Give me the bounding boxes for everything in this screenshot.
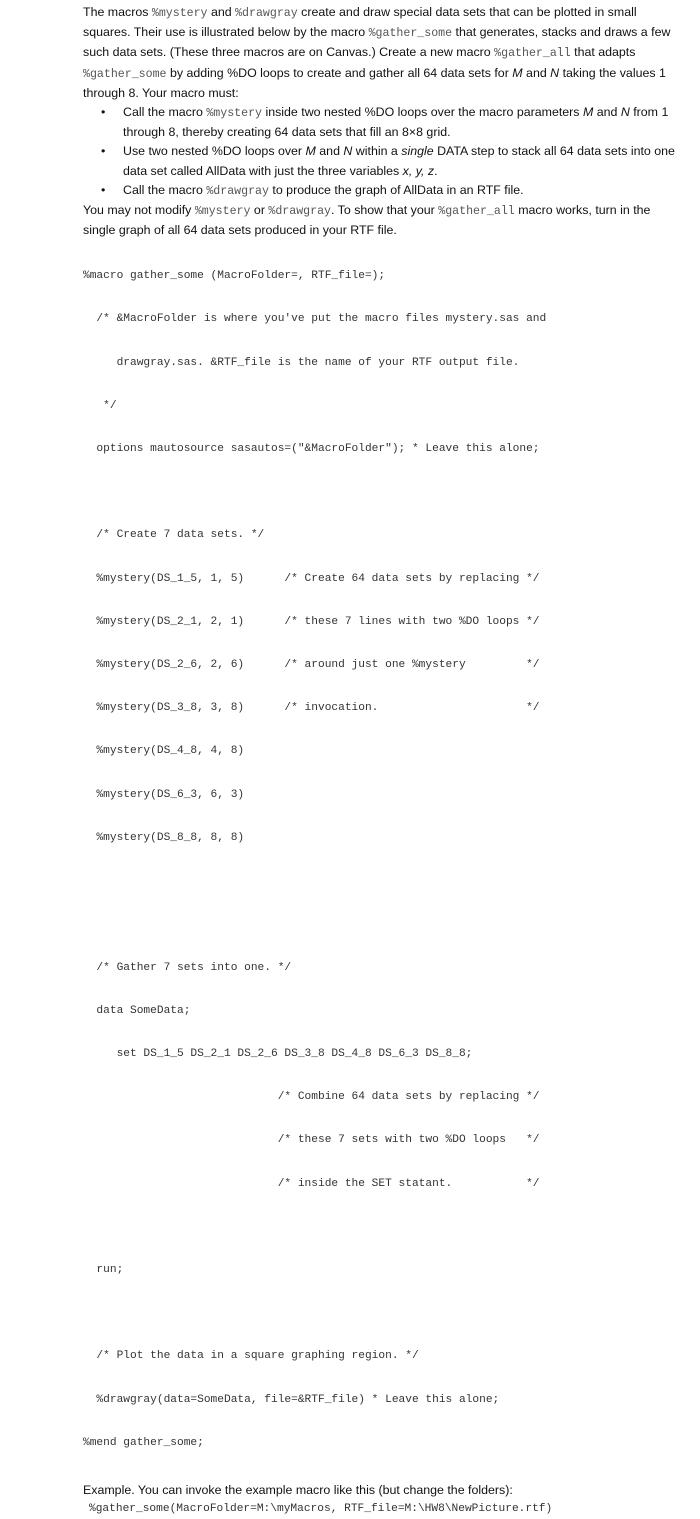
code-line: /* Combine 64 data sets by replacing */	[83, 1091, 540, 1104]
bullet-icon: •	[101, 182, 106, 197]
code-line: data SomeData;	[83, 1004, 191, 1017]
example-label: Example. You can invoke the example macro like this (but change the folders):	[83, 1482, 513, 1497]
code-line: %mystery(DS_8_8, 8, 8)	[83, 831, 245, 844]
code-line: %mystery(DS_6_3, 6, 3)	[83, 788, 245, 801]
code-line	[83, 1220, 683, 1234]
code-line: %mystery(DS_2_1, 2, 1) /* these 7 lines with two %DO loops */	[83, 615, 540, 628]
requirement-item: • Use two nested %DO loops over M and N within a single DATA step to stack all 64 data sets into one data set called AllData with just the three variables x, y, z.	[101, 144, 675, 178]
bullet-icon: •	[101, 144, 106, 159]
note-paragraph: You may not modify %mystery or %drawgray. To show that your %gather_all macro works, turn in the single graph of all 64 data sets produced in your RTF file.	[83, 203, 651, 238]
document-page	[83, 3, 683, 1519]
example-code: %gather_some(MacroFolder=M:\myMacros, RTF_file=M:\HW8\NewPicture.rtf)	[89, 1503, 553, 1516]
code-line: %mystery(DS_4_8, 4, 8)	[83, 745, 245, 758]
code-line	[83, 874, 683, 888]
code-line: /* Plot the data in a square graphing region. */	[83, 1350, 419, 1363]
requirements-list	[83, 103, 683, 201]
code-line: %mystery(DS_2_6, 2, 6) /* around just one %mystery */	[83, 659, 540, 672]
code-line	[83, 485, 683, 499]
requirement-item: • Call the macro %mystery inside two nested %DO loops over the macro parameters M and N from 1 through 8, thereby creating 64 data sets that fill an 8×8 grid.	[101, 105, 669, 140]
code-line: */	[83, 399, 117, 412]
code-line	[83, 1306, 683, 1320]
code-line: %mystery(DS_1_5, 1, 5) /* Create 64 data sets by replacing */	[83, 572, 540, 585]
code-line: /* &MacroFolder is where you've put the macro files mystery.sas and	[83, 313, 547, 326]
code-line: set DS_1_5 DS_2_1 DS_2_6 DS_3_8 DS_4_8 DS_6_3 DS_8_8;	[83, 1047, 473, 1060]
code-line: %macro gather_some (MacroFolder=, RTF_file=);	[83, 270, 386, 283]
code-line: /* inside the SET statant. */	[83, 1177, 540, 1190]
code-listing	[83, 240, 683, 1479]
code-line: options mautosource sasautos=("&MacroFolder"); * Leave this alone;	[83, 443, 540, 456]
code-line: %mend gather_some;	[83, 1436, 204, 1449]
code-line: /* these 7 sets with two %DO loops */	[83, 1134, 540, 1147]
bullet-icon: •	[101, 105, 106, 120]
code-line: %mystery(DS_3_8, 3, 8) /* invocation. */	[83, 702, 540, 715]
code-line: %drawgray(data=SomeData, file=&RTF_file) * Leave this alone;	[83, 1393, 500, 1406]
requirement-item: • Call the macro %drawgray to produce the graph of AllData in an RTF file.	[83, 181, 683, 201]
code-line: /* Gather 7 sets into one. */	[83, 961, 292, 974]
code-line: /* Create 7 data sets. */	[83, 529, 265, 542]
intro-paragraph: The macros %mystery and %drawgray create and draw special data sets that can be plotted in small squares. Their use is illustrated below by the macro %gather_some that generates, stacks and draws a few such data sets. (These three macros are on Canvas.) Create a new macro %gather_all that adapts %gather_some by adding %DO loops to create and gather all 64 data sets for M and N taking the values 1 through 8. Your macro must:	[83, 5, 671, 100]
code-line	[83, 917, 683, 931]
code-line: run;	[83, 1263, 124, 1276]
code-line: drawgray.sas. &RTF_file is the name of your RTF output file.	[83, 356, 520, 369]
